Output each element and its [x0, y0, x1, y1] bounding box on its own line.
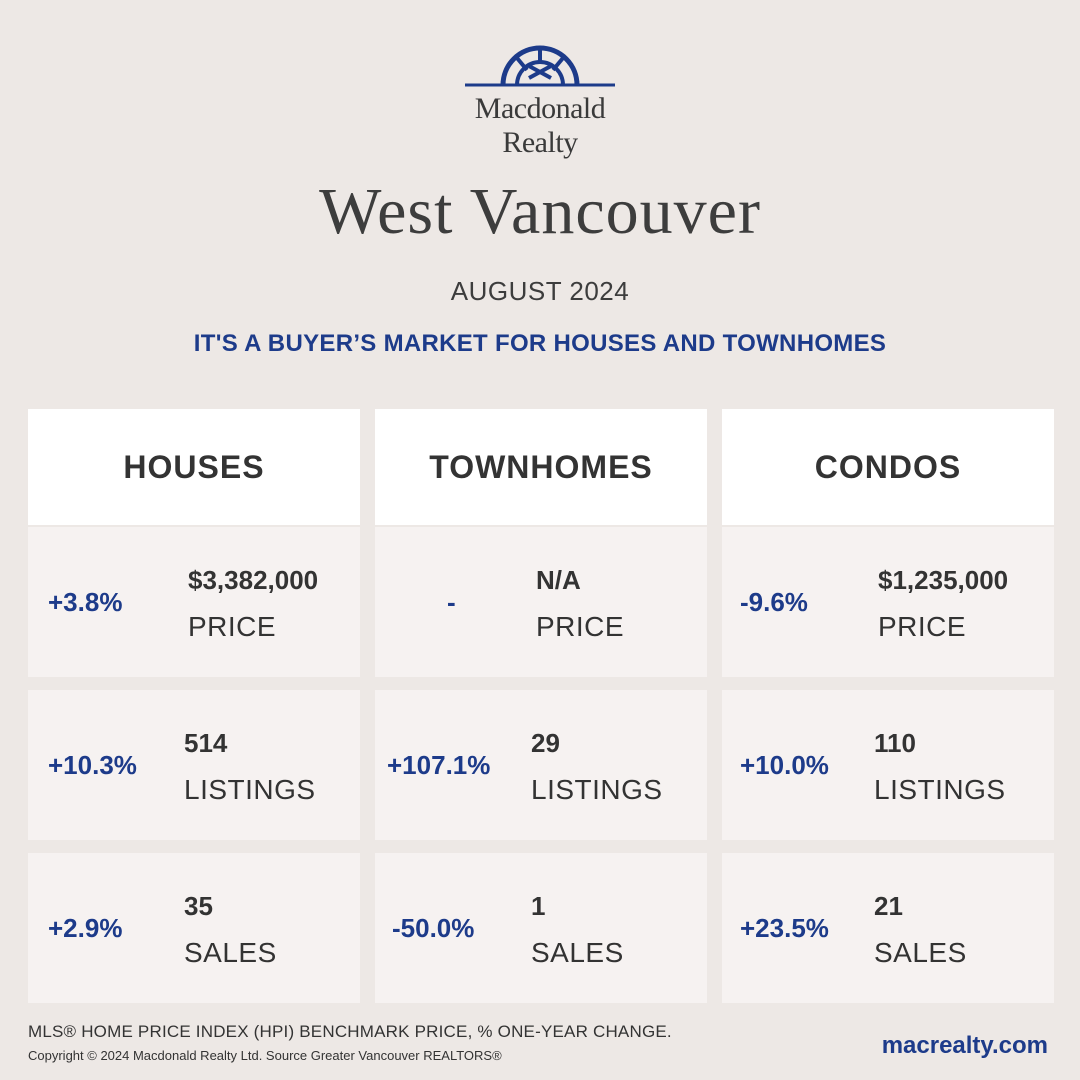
- stat-change: -50.0%: [392, 912, 475, 943]
- price-stat: [375, 527, 707, 677]
- brand-logo: [440, 40, 640, 165]
- stat-value: 1: [531, 891, 546, 921]
- page-title: West Vancouver: [319, 175, 761, 248]
- price-stat: [28, 527, 360, 677]
- listings-stat: [375, 690, 707, 840]
- stat-change: -9.6%: [740, 586, 808, 617]
- copyright-notice: Copyright © 2024 Macdonald Realty Ltd. Source Greater Vancouver REALTORS®: [28, 1048, 502, 1063]
- stat-label: PRICE: [878, 611, 967, 642]
- report-month: AUGUST 2024: [450, 276, 630, 306]
- sunburst-arch-logo-icon: [465, 40, 615, 90]
- stat-label: PRICE: [188, 611, 277, 642]
- stat-value: 29: [531, 728, 560, 758]
- hpi-footnote: MLS® HOME PRICE INDEX (HPI) BENCHMARK PRICE, % ONE-YEAR CHANGE.: [28, 1022, 672, 1041]
- stat-label: SALES: [874, 937, 967, 968]
- stat-label: PRICE: [536, 611, 625, 642]
- website-link[interactable]: macrealty.com: [881, 1032, 1048, 1059]
- sales-stat: [28, 853, 360, 1003]
- stat-change: +2.9%: [48, 912, 123, 943]
- stat-change: +107.1%: [387, 749, 491, 780]
- stat-change: +10.3%: [48, 749, 137, 780]
- stat-label: SALES: [184, 937, 277, 968]
- sales-stat: [722, 853, 1054, 1003]
- houses-column: [28, 409, 360, 1003]
- listings-stat: [28, 690, 360, 840]
- stat-change: +23.5%: [740, 912, 829, 943]
- stat-value: $1,235,000: [878, 565, 1009, 595]
- listings-stat: [722, 690, 1054, 840]
- price-stat: [722, 527, 1054, 677]
- stat-value: 21: [874, 891, 903, 921]
- stat-change: -: [447, 586, 456, 617]
- condos-column: [722, 409, 1054, 1003]
- brand-name-line1: Macdonald: [474, 92, 606, 125]
- stat-value: 514: [184, 728, 228, 758]
- stat-change: +10.0%: [740, 749, 829, 780]
- stat-label: LISTINGS: [874, 774, 1006, 805]
- stat-change: +3.8%: [48, 586, 123, 617]
- stat-label: SALES: [531, 937, 624, 968]
- brand-name-line2: Realty: [502, 126, 578, 159]
- stat-label: LISTINGS: [184, 774, 316, 805]
- stat-value: 110: [874, 728, 916, 758]
- column-heading: TOWNHOMES: [375, 409, 707, 525]
- stat-value: $3,382,000: [188, 565, 319, 595]
- sales-stat: [375, 853, 707, 1003]
- column-heading: HOUSES: [28, 409, 360, 525]
- stat-value: N/A: [536, 565, 581, 595]
- stat-label: LISTINGS: [531, 774, 663, 805]
- column-heading: CONDOS: [722, 409, 1054, 525]
- stat-value: 35: [184, 891, 213, 921]
- market-headline: IT'S A BUYER’S MARKET FOR HOUSES AND TOWNHOMES: [193, 330, 887, 357]
- townhomes-column: [375, 409, 707, 1003]
